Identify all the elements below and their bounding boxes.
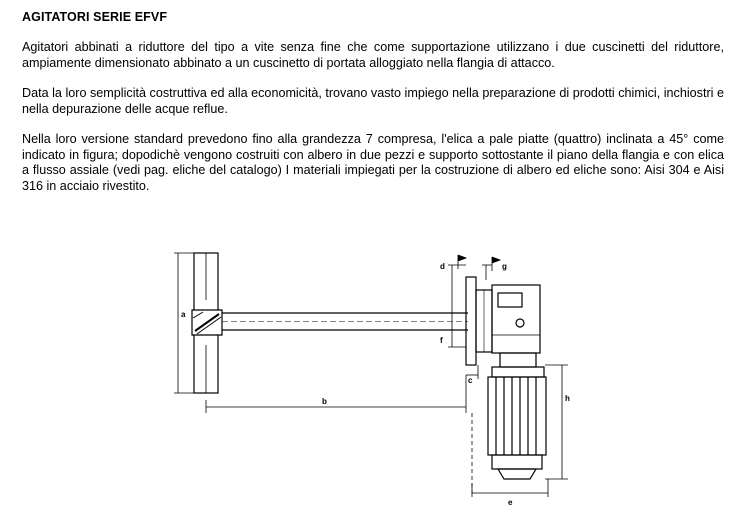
agitator-technical-drawing — [0, 235, 747, 525]
worm-gear-reducer — [492, 285, 540, 367]
dim-label-f: f — [440, 336, 443, 345]
document-title: AGITATORI SERIE EFVF — [22, 10, 168, 24]
dim-label-a: a — [181, 310, 186, 319]
dim-label-c: c — [468, 376, 473, 385]
agitator-shaft — [222, 313, 468, 330]
propeller-blades — [192, 253, 222, 393]
dim-label-b: b — [322, 397, 327, 406]
dim-label-g: g — [502, 262, 507, 271]
drawing-svg — [0, 235, 747, 525]
paragraph-description: Agitatori abbinati a riduttore del tipo a vite senza fine che come supportazione utilizzano i due cuscinetti del riduttore, ampiamente dimensionato abbinato a un cuscinetto di portata alloggiato nella flangia di attacco. — [22, 40, 724, 70]
paragraph-standard-version: Nella loro versione standard prevedono fino alla grandezza 7 compresa, l'elica a pale piatte (quattro) inclinata a 45° come indicato in figura; dopodichè vengono costruiti con albero in due pezzi e supporto sottostante il piano della flangia e con elica a flusso assiale (vedi pag. eliche del catalogo) I materiali impiegati per la costruzione di albero ed eliche sono: Aisi 304 e Aisi 316 in acciaio rivestito. — [22, 132, 724, 193]
paragraph-applications: Data la loro semplicità costruttiva ed alla economicità, trovano vasto impiego nella preparazione di prodotti chimici, inchiostri e nella depurazione delle acque reflue. — [22, 86, 724, 116]
mounting-flange — [466, 277, 492, 365]
dimension-lines — [174, 253, 568, 497]
dim-label-h: h — [565, 394, 570, 403]
dim-label-d: d — [440, 262, 445, 271]
dim-label-e: e — [508, 498, 513, 507]
section-markers — [458, 255, 500, 271]
electric-motor — [488, 367, 546, 479]
